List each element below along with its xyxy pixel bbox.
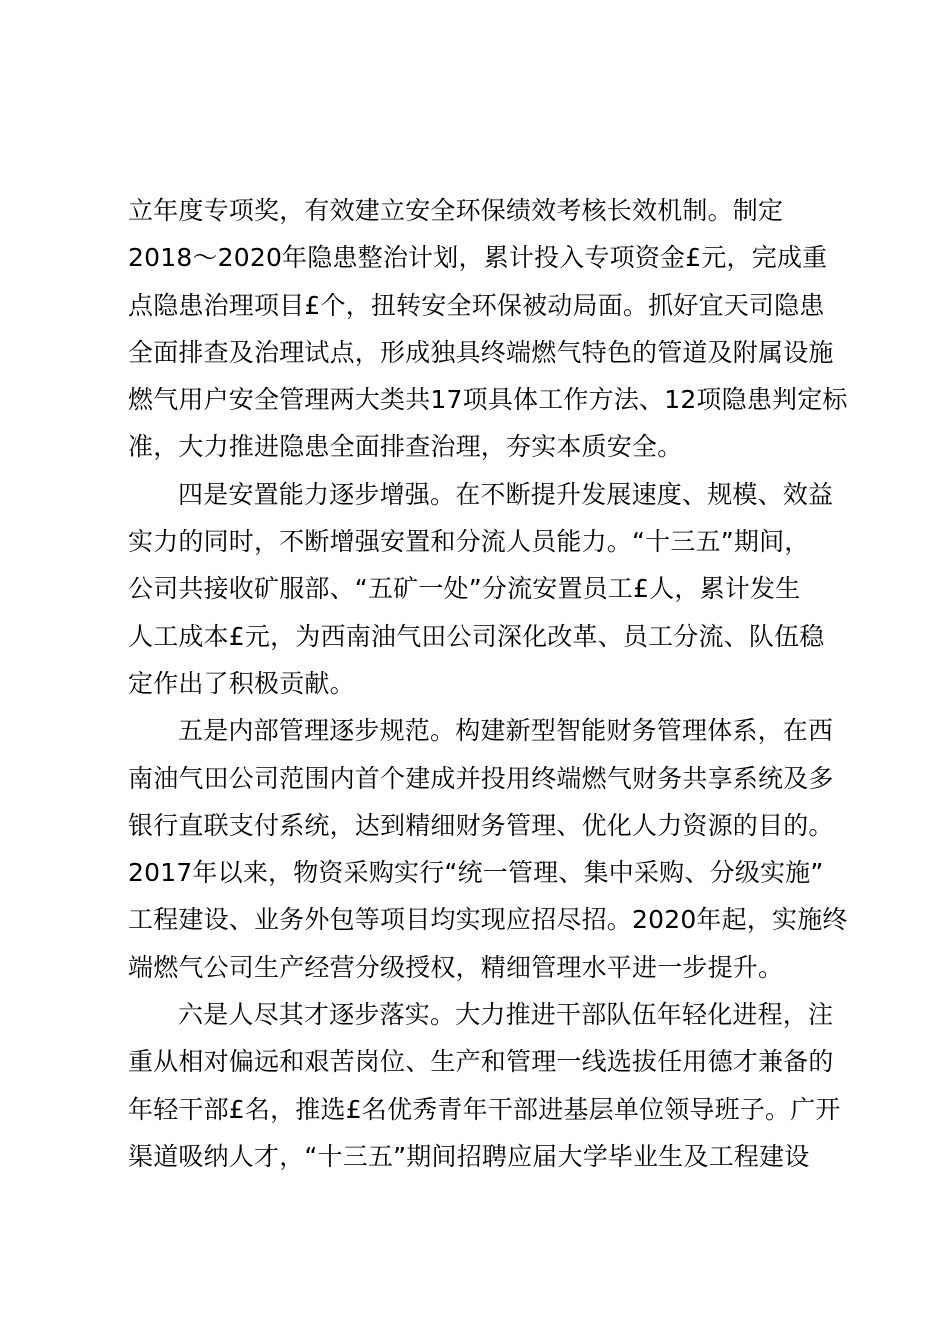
text-line: 人工成本£元，为西南油气田公司深化改革、员工分流、队伍稳 (128, 621, 825, 651)
paragraph-talent-development (128, 991, 858, 1180)
text-line: 工程建设、业务外包等项目均实现应招尽招。2020年起，实施终 (128, 905, 848, 935)
text-line: 公司共接收矿服部、“五矿一处”分流安置员工£人，累计发生 (128, 574, 801, 604)
paragraph-safety-management (128, 187, 858, 471)
text-line: 定作出了积极贡献。 (128, 668, 355, 698)
text-line: 渠道吸纳人才，“十三五”期间招聘应届大学毕业生及工程建设 (128, 1141, 810, 1171)
text-line: 银行直联支付系统，达到精细财务管理、优化人力资源的目的。 (128, 810, 834, 840)
text-line: 立年度专项奖，有效建立安全环保绩效考核长效机制。制定 (128, 196, 784, 225)
text-line: 五是内部管理逐步规范。构建新型智能财务管理体系，在西 (178, 716, 834, 746)
paragraph-placement-capacity (128, 471, 858, 707)
text-line: 燃气用户安全管理两大类共17项具体工作方法、12项隐患判定标 (128, 385, 848, 415)
text-line: 2017年以来，物资采购实行“统一管理、集中采购、分级实施” (128, 858, 824, 888)
text-line: 六是人尽其才逐步落实。大力推进干部队伍年轻化进程，注 (178, 1000, 834, 1030)
document-body (128, 187, 858, 1180)
paragraph-internal-management (128, 707, 858, 991)
text-line: 年轻干部£名，推选£名优秀青年干部进基层单位领导班子。广开 (128, 1094, 841, 1124)
text-line: 四是安置能力逐步增强。在不断提升发展速度、规模、效益 (178, 479, 834, 509)
text-line: 准，大力推进隐患全面排查治理，夯实本质安全。 (128, 432, 683, 462)
text-line: 实力的同时，不断增强安置和分流人员能力。“十三五”期间， (128, 527, 810, 557)
text-line: 端燃气公司生产经营分级授权，精细管理水平进一步提升。 (128, 952, 784, 982)
text-line: 全面排查及治理试点，形成独具终端燃气特色的管道及附属设施 (128, 337, 834, 367)
text-line: 点隐患治理项目£个，扭转安全环保被动局面。抓好宜天司隐患 (128, 290, 825, 320)
text-line: 2018～2020年隐患整治计划，累计投入专项资金£元，完成重 (128, 243, 828, 273)
text-line: 南油气田公司范围内首个建成并投用终端燃气财务共享系统及多 (128, 763, 834, 793)
text-line: 重从相对偏远和艰苦岗位、生产和管理一线选拔任用德才兼备的 (128, 1047, 834, 1077)
